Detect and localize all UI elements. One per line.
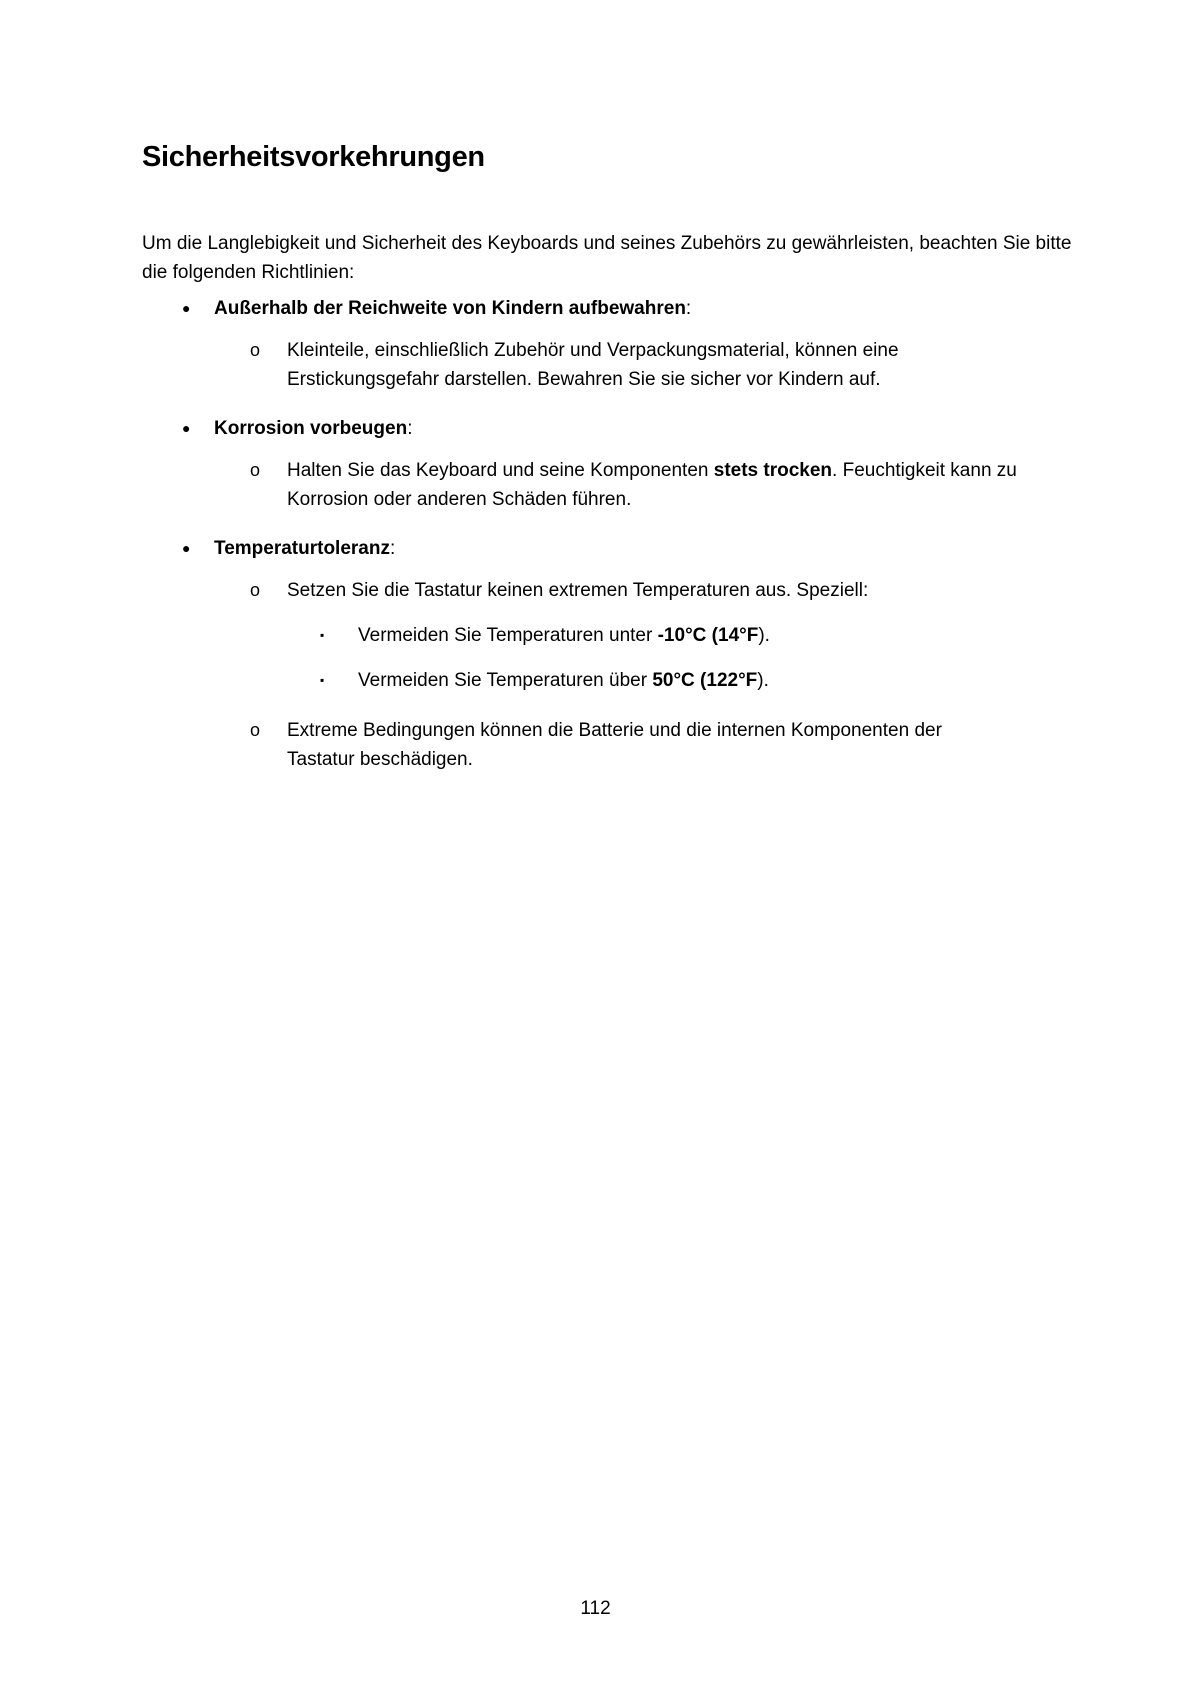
circle-bullet-icon: o: [250, 580, 261, 600]
list-item-line: Extreme Bedingungen können die Batterie und die internen Komponenten der: [287, 720, 942, 741]
bullet-icon: ●: [182, 420, 191, 436]
text-run: Vermeiden Sie Temperaturen über: [358, 670, 653, 691]
section-heading-temperature: [214, 534, 1074, 563]
sub-list-item: [358, 666, 1078, 695]
list-item-line: Korrosion oder anderen Schäden führen.: [287, 489, 632, 510]
intro-paragraph: Um die Langlebigkeit und Sicherheit des Keyboards und seines Zubehörs zu gewährleisten, beachten Sie bitte die folgenden Richtlinien:: [142, 233, 1072, 283]
text-run: ).: [757, 670, 769, 691]
emphasis-text: -10°C (14°F: [657, 625, 759, 646]
circle-bullet-icon: o: [250, 720, 261, 740]
section-title: Außerhalb der Reichweite von Kindern aufbewahren: [214, 298, 686, 319]
page-title: Sicherheitsvorkehrungen: [142, 141, 485, 173]
text-run: ).: [758, 625, 770, 646]
sub-list-item: [358, 621, 1078, 650]
list-item-line: [287, 456, 1077, 485]
section-colon: :: [685, 298, 692, 319]
section-colon: :: [389, 538, 396, 559]
emphasis-text: stets trocken: [713, 460, 833, 481]
list-item-line: Kleinteile, einschließlich Zubehör und Verpackungsmaterial, können eine: [287, 340, 899, 361]
section-title: Temperaturtoleranz: [214, 538, 390, 559]
section-colon: :: [407, 418, 413, 439]
circle-bullet-icon: o: [250, 340, 261, 360]
list-item-line: Tastatur beschädigen.: [287, 749, 473, 770]
section-title: Korrosion vorbeugen: [214, 418, 408, 439]
text-run: Halten Sie das Keyboard und seine Komponenten: [287, 460, 714, 481]
page-number: 112: [580, 1598, 611, 1619]
section-heading-corrosion: [214, 414, 1074, 443]
list-item-line: Setzen Sie die Tastatur keinen extremen Temperaturen aus. Speziell:: [287, 580, 869, 601]
circle-bullet-icon: o: [250, 460, 261, 480]
square-bullet-icon: ▪: [320, 628, 325, 642]
square-bullet-icon: ▪: [320, 673, 325, 687]
list-item-line: Erstickungsgefahr darstellen. Bewahren Sie sie sicher vor Kindern auf.: [287, 369, 881, 390]
text-run: . Feuchtigkeit kann zu: [832, 460, 1017, 481]
bullet-icon: ●: [182, 300, 191, 316]
bullet-icon: ●: [182, 540, 191, 556]
section-heading-children: [214, 294, 1074, 323]
emphasis-text: 50°C (122°F: [652, 670, 758, 691]
text-run: Vermeiden Sie Temperaturen unter: [358, 625, 658, 646]
